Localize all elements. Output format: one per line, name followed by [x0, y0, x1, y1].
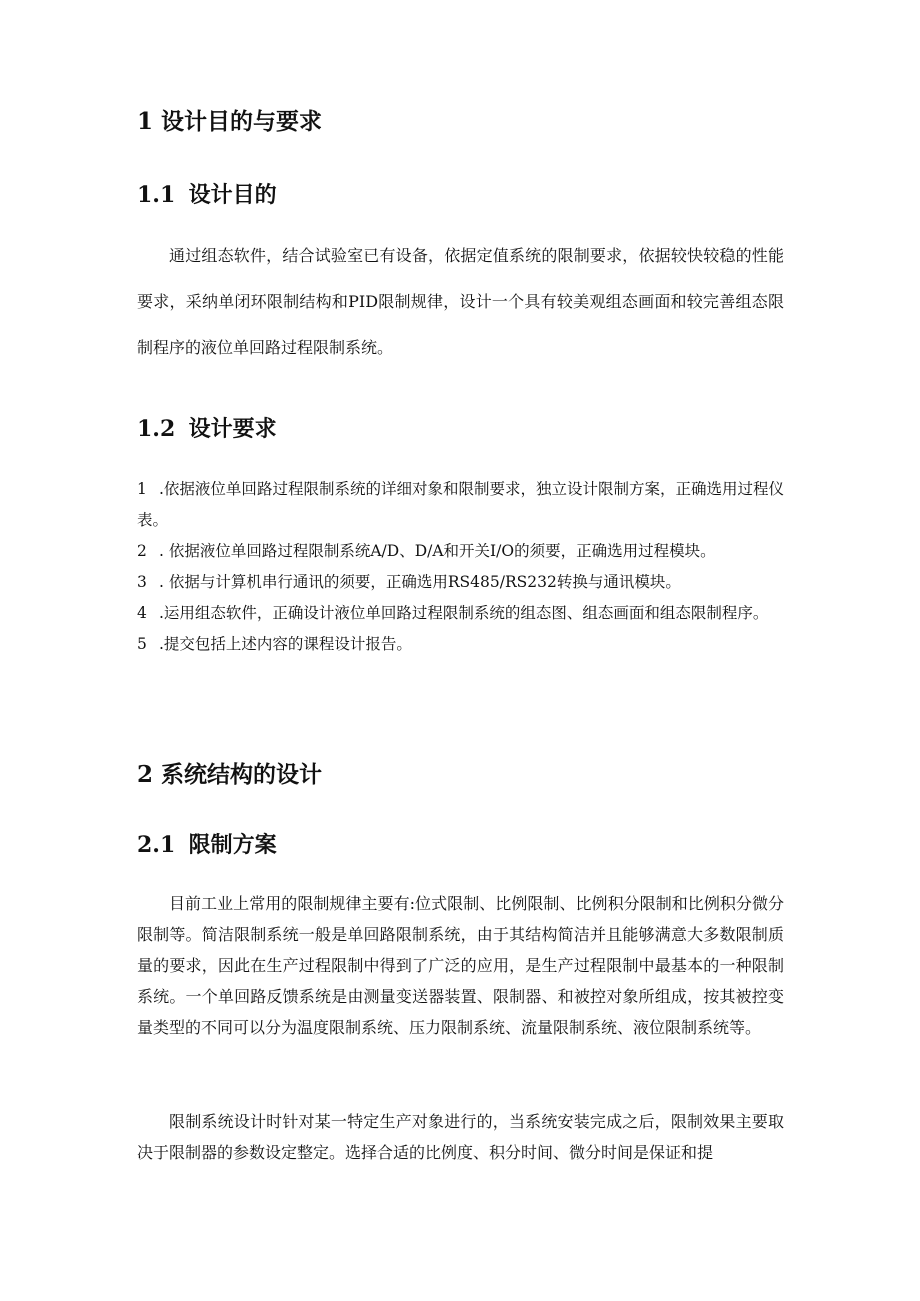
section-2-title: 2 系统结构的设计	[137, 761, 323, 788]
subsection-2-1-paragraph-1: 目前工业上常用的限制规律主要有:位式限制、比例限制、比例积分限制和比例积分微分限制等。简洁限制系统一般是单回路限制系统，由于其结构简洁并且能够满意大多数限制质量的要求，因此在生产过程限制中得到了广泛的应用，是生产过程限制中最基本的一种限制系统。一个单回路反馈系统是由测量变送器装置、限制器、和被控对象所组成，按其被控变量类型的不同可以分为温度限制系统、压力限制系统、流量限制系统、液位限制系统等。	[137, 894, 784, 1037]
list-item-number: 1	[137, 480, 147, 498]
subsection-2-1-heading	[137, 830, 277, 860]
list-item-text: .运用组态软件，正确设计液位单回路过程限制系统的组态图、组态画面和组态限制程序。	[159, 604, 769, 622]
list-item	[137, 629, 784, 660]
list-item	[137, 567, 784, 598]
subsection-2-1-title: 限制方案	[188, 832, 277, 858]
list-item-number: 2	[137, 542, 147, 560]
list-item-number: 4	[137, 604, 147, 622]
subsection-1-2-heading	[137, 414, 277, 444]
subsection-1-1-number: 1.1	[137, 182, 176, 208]
list-item-number: 3	[137, 573, 147, 591]
subsection-1-1-title: 设计目的	[188, 182, 277, 208]
subsection-2-1-number: 2.1	[137, 832, 176, 858]
section-1-title: 1 设计目的与要求	[137, 108, 323, 135]
subsection-1-2-number: 1.2	[137, 416, 176, 442]
list-item-text: .提交包括上述内容的课程设计报告。	[159, 635, 412, 653]
list-item	[137, 598, 784, 629]
subsection-2-1-paragraph-2: 限制系统设计时针对某一特定生产对象进行的，当系统安装完成之后，限制效果主要取决于限制器的参数设定整定。选择合适的比例度、积分时间、微分时间是保证和提	[137, 1112, 784, 1162]
list-item	[137, 474, 784, 536]
list-item-text: .依据液位单回路过程限制系统的详细对象和限制要求，独立设计限制方案，正确选用过程仪表。	[137, 480, 784, 529]
list-item-text: . 依据液位单回路过程限制系统A/D、D/A和开关I/O的须要，正确选用过程模块。	[159, 542, 716, 560]
subsection-1-2-title: 设计要求	[188, 416, 277, 442]
list-item-text: . 依据与计算机串行通讯的须要，正确选用RS485/RS232转换与通讯模块。	[159, 573, 681, 591]
subsection-1-1-heading	[137, 180, 277, 210]
requirements-list	[137, 474, 784, 660]
list-item-number: 5	[137, 635, 147, 653]
subsection-1-1-paragraph: 通过组态软件，结合试验室已有设备，依据定值系统的限制要求，依据较快较稳的性能要求，采纳单闭环限制结构和PID限制规律，设计一个具有较美观组态画面和较完善组态限制程序的液位单回路过程限制系统。	[137, 246, 784, 357]
list-item	[137, 536, 784, 567]
